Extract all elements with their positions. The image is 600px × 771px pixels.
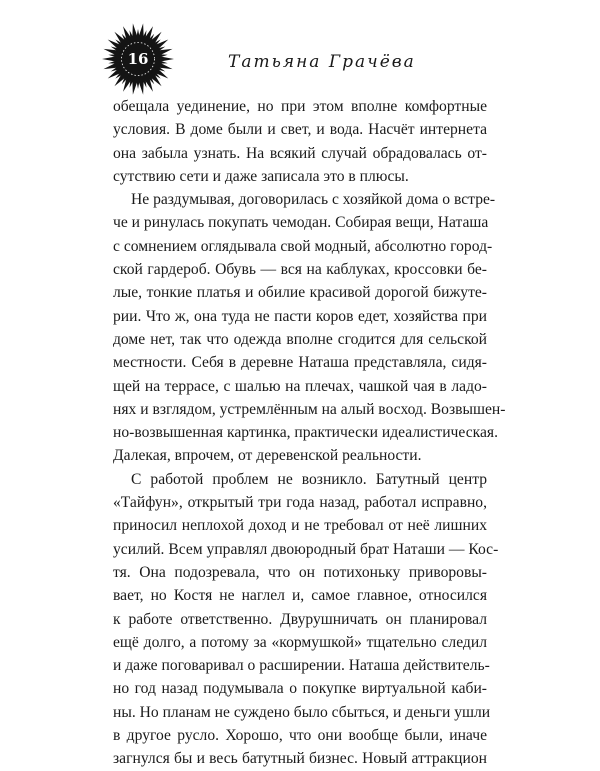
text-line: условия. В доме были и свет, и вода. Насчёт интернета (113, 121, 487, 139)
text-line: лые, тонкие платья и обилие красивой дорогой бижуте- (113, 284, 487, 302)
paragraph (113, 468, 499, 771)
running-head-author: Татьяна Грачёва (228, 52, 416, 72)
text-line: тя. Она подозревала, что он потихоньку приворовы- (113, 563, 487, 581)
page-number: 16 (127, 50, 149, 68)
text-line: «Тайфун», открытый три года назад, работал исправно, (113, 494, 487, 512)
text-line: ещё долго, а потому за «кормушкой» тщательно следил (113, 633, 487, 651)
text-line: сутствию сети и даже записала это в плюсы. (113, 167, 409, 185)
text-line: ской гардероб. Обувь — вся на каблуках, кроссовки бе- (113, 261, 487, 279)
text-line: обещала уединение, но при этом вполне комфортные (113, 98, 487, 115)
text-line: че и ринулась покупать чемодан. Собирая вещи, Наташа (113, 214, 489, 232)
paragraph (113, 188, 506, 468)
paragraph (113, 95, 487, 188)
text-line: в другое русло. Хорошо, что они вообще были, иначе (113, 727, 487, 745)
text-line: и даже поговаривал о расширении. Наташа действитель- (113, 657, 490, 675)
text-line: приносил неплохой доход и не требовал от неё лишних (113, 517, 487, 535)
text-line: усилий. Всем управлял двоюродный брат Наташи — Кос- (113, 540, 499, 558)
text-line: Далекая, впрочем, от деревенской реальности. (113, 447, 422, 465)
text-line: доме нет, так что одежда вполне сгодится для сельской (113, 330, 487, 348)
text-line: но-возвышенная картинка, практически идеалистическая. (113, 424, 498, 442)
text-line: С работой проблем не возникло. Батутный центр (131, 470, 487, 488)
text-line: щей на террасе, с шалью на плечах, чашкой чая в ладо- (113, 377, 487, 395)
text-line: рии. Что ж, она туда не пасти коров едет, хозяйства при (113, 307, 487, 325)
text-line: она забыла узнать. На всякий случай обрадовалась от- (113, 144, 487, 162)
text-line: Не раздумывая, договорилась с хозяйкой дома о встре- (131, 191, 496, 209)
text-line: вает, но Костя не наглел и, самое главное, относился (113, 587, 487, 605)
body-text (113, 95, 506, 771)
text-line: местности. Себя в деревне Наташа представляла, сидя- (113, 354, 487, 372)
page-header (0, 0, 600, 110)
text-line: загнулся бы и весь батутный бизнес. Новый аттракцион (113, 750, 487, 768)
text-line: с сомнением оглядывала свой модный, абсолютно город- (113, 237, 493, 255)
text-line: ны. Но планам не суждено было сбыться, и деньги ушли (113, 703, 491, 721)
text-line: нях и взглядом, устремлённым на алый восход. Возвышен- (113, 400, 506, 418)
text-line: но год назад подумывала о покупке виртуальной каби- (113, 680, 487, 698)
text-line: к работе ответственно. Двурушничать он планировал (113, 610, 487, 628)
